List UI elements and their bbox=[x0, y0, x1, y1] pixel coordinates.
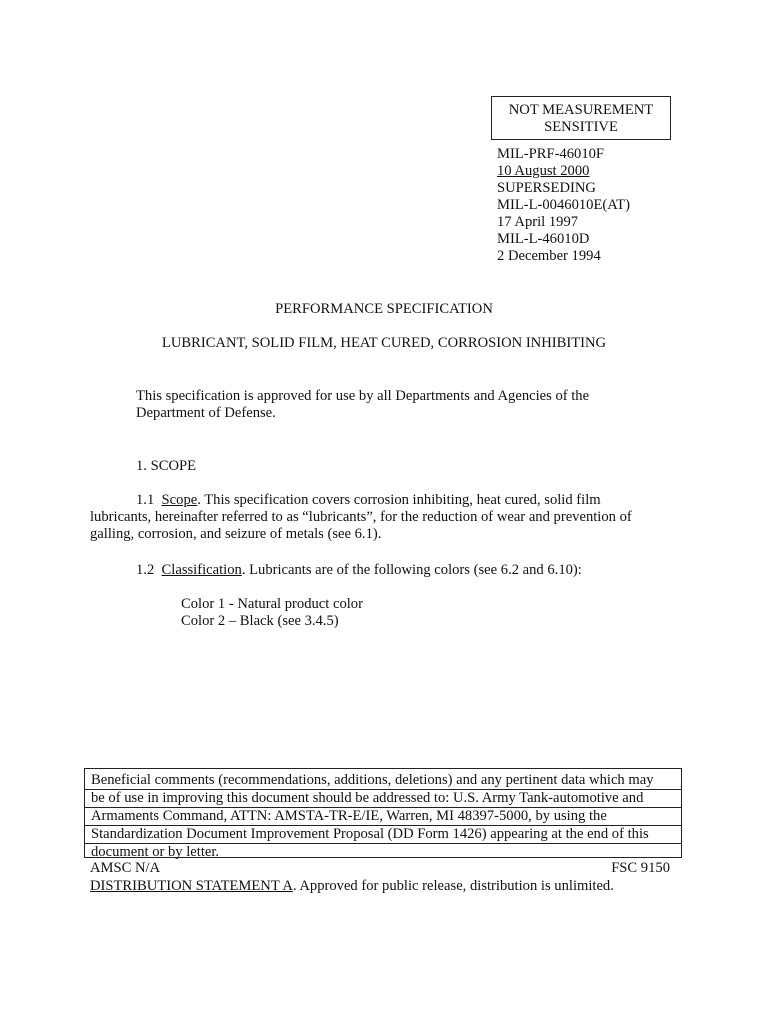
scope-line-2: lubricants, hereinafter referred to as “lubricants”, for the reduction of wear and prevention of bbox=[90, 509, 632, 525]
amsc-code: AMSC N/A bbox=[90, 860, 161, 876]
footer-codes bbox=[90, 860, 670, 877]
scope-title: Scope bbox=[161, 492, 198, 508]
measurement-box-line-1: NOT MEASUREMENT bbox=[508, 102, 654, 118]
document-type-title: PERFORMANCE SPECIFICATION bbox=[275, 301, 493, 317]
classification-title: Classification bbox=[161, 562, 242, 578]
scope-first-line-text: . This specification covers corrosion inhibiting, heat cured, solid film bbox=[197, 492, 601, 508]
measurement-sensitivity-box bbox=[491, 96, 671, 140]
notice-line-5: document or by letter. bbox=[91, 844, 220, 860]
scope-line-3: galling, corrosion, and seizure of metals (see 6.1). bbox=[90, 526, 382, 542]
notice-line-3: Armaments Command, ATTN: AMSTA-TR-E/IE, Warren, MI 48397-5000, by using the bbox=[85, 808, 681, 826]
distribution-statement bbox=[90, 878, 690, 895]
document-identifiers bbox=[497, 146, 697, 265]
approval-line-1: This specification is approved for use by all Departments and Agencies of the bbox=[136, 388, 590, 404]
list-item: Color 2 – Black (see 3.4.5) bbox=[181, 613, 339, 629]
spec-number: MIL-PRF-46010F bbox=[497, 146, 605, 162]
scope-paragraph bbox=[90, 492, 680, 543]
distribution-label: DISTRIBUTION STATEMENT A bbox=[90, 878, 293, 894]
classification-number: 1.2 bbox=[136, 562, 155, 578]
scope-first-line bbox=[90, 492, 680, 509]
fsc-code: FSC 9150 bbox=[611, 860, 670, 876]
spec-date: 10 August 2000 bbox=[497, 163, 590, 179]
comments-notice-box bbox=[84, 768, 682, 858]
color-list bbox=[181, 596, 581, 630]
approval-statement bbox=[136, 388, 696, 422]
notice-line-4: Standardization Document Improvement Proposal (DD Form 1426) appearing at the end of this bbox=[85, 826, 681, 844]
superseded-date-1: 17 April 1997 bbox=[497, 214, 579, 230]
measurement-box-line-2: SENSITIVE bbox=[544, 119, 618, 135]
distribution-text: . Approved for public release, distribution is unlimited. bbox=[292, 878, 614, 894]
list-item: Color 1 - Natural product color bbox=[181, 596, 363, 612]
classification-paragraph bbox=[90, 562, 680, 579]
section-1-heading: 1. SCOPE bbox=[136, 458, 197, 474]
approval-line-2: Department of Defense. bbox=[136, 405, 276, 421]
superseded-spec-2: MIL-L-46010D bbox=[497, 231, 590, 247]
superseded-date-2: 2 December 1994 bbox=[497, 248, 601, 264]
superseded-spec-1: MIL-L-0046010E(AT) bbox=[497, 197, 630, 213]
document-subject-title: LUBRICANT, SOLID FILM, HEAT CURED, CORROSION INHIBITING bbox=[161, 335, 607, 351]
classification-line bbox=[90, 562, 680, 579]
notice-line-1: Beneficial comments (recommendations, additions, deletions) and any pertinent data which may bbox=[85, 772, 681, 790]
classification-text: . Lubricants are of the following colors (see 6.2 and 6.10): bbox=[241, 562, 582, 578]
scope-number: 1.1 bbox=[136, 492, 155, 508]
superseding-label: SUPERSEDING bbox=[497, 180, 596, 196]
notice-line-2: be of use in improving this document should be addressed to: U.S. Army Tank-automotive and bbox=[85, 790, 681, 808]
